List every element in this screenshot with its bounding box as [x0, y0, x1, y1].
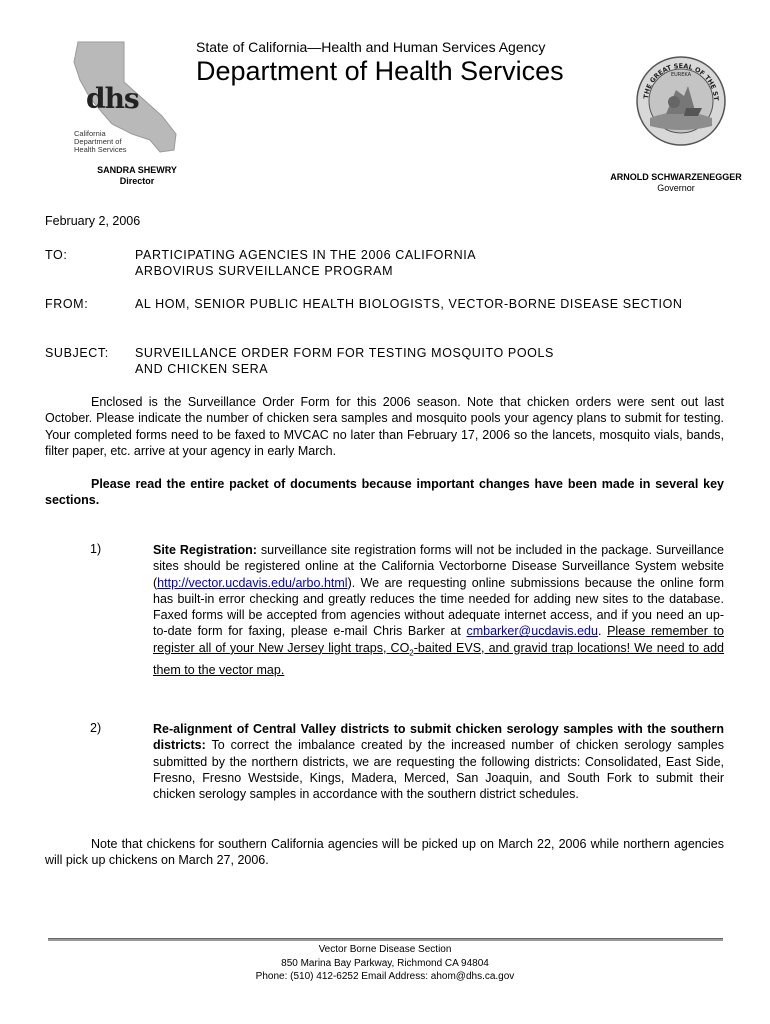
- seal-motto: EUREKA: [670, 72, 692, 78]
- memo-from-label: FROM:: [45, 297, 89, 311]
- logo-caption-line: California: [74, 129, 106, 138]
- item-text: To correct the imbalance created by the increased number of chicken serology samples submitted by the northern districts, we are requesting the following districts: Consolidated, East Side, Fresno, Fresno Westside, Kings, Madera, Merced, San Joaquin, and South Fork to submit their chicken serology samples in accordance with the southern district schedules.: [153, 738, 724, 802]
- dhs-logo: [66, 38, 188, 156]
- state-seal: [636, 56, 726, 146]
- director-block: [78, 165, 196, 187]
- footer-divider: [48, 938, 723, 941]
- item-heading: Re-alignment of Central Valley districts to submit chicken serology samples with the southern districts:: [153, 722, 724, 753]
- reminder-part: Please remember to register all of your New Jersey light traps, CO: [153, 624, 724, 655]
- memo-to-label: TO:: [45, 248, 68, 262]
- memo-from-value: AL HOM, SENIOR PUBLIC HEALTH BIOLOGISTS, VECTOR-BORNE DISEASE SECTION: [135, 297, 683, 311]
- intro-text: Enclosed is the Surveillance Order Form for this 2006 season. Note that chicken orders were sent out last October. Please indicate the number of chicken sera samples and mosquito pools your agency plans to submit for testing. Your completed forms need to be faxed to MVCAC no later than February 17, 2006 so the lancets, mosquito vials, bands, filter paper, etc. arrive at your agency in early March.: [45, 395, 724, 458]
- item-text: .: [597, 624, 608, 639]
- logo-caption-line: Department of: [74, 137, 122, 146]
- realignment-item: [153, 721, 724, 802]
- footer-line: 850 Marina Bay Parkway, Richmond CA 94804: [281, 957, 489, 969]
- item-number: 1): [90, 542, 102, 556]
- email-link[interactable]: cmbarker@ucdavis.edu: [466, 624, 598, 639]
- agency-name: State of California—Health and Human Services Agency: [196, 39, 546, 55]
- seal-icon: [636, 56, 726, 146]
- item-number: 2): [90, 721, 102, 735]
- footer-line: Phone: (510) 412-6252 Email Address: ahom@dhs.ca.gov: [255, 971, 515, 982]
- footer-line: Vector Borne Disease Section: [318, 944, 452, 955]
- governor-block: [596, 172, 756, 194]
- memo-subject-value: SURVEILLANCE ORDER FORM FOR TESTING MOSQUITO POOLS AND CHICKEN SERA: [135, 346, 554, 376]
- reminder-subscript: 2: [409, 648, 414, 658]
- reminder-part: -baited EVS, and gravid trap locations! We need to add them to the vector map.: [153, 640, 724, 677]
- memo-to-value: PARTICIPATING AGENCIES IN THE 2006 CALIFORNIA ARBOVIRUS SURVEILLANCE PROGRAM: [135, 248, 476, 278]
- logo-letters: dhs: [86, 82, 139, 115]
- item-text: surveillance site registration forms will not be included in the package. Surveillance sites should be registered online at the California Vectorborne Disease Surveillance System website (: [153, 543, 724, 590]
- memo-date: February 2, 2006: [45, 214, 141, 228]
- governor-title: Governor: [657, 183, 695, 193]
- logo-caption: [74, 130, 127, 154]
- site-registration-item: [153, 542, 724, 678]
- item-text: ). We are requesting online submissions because the online form has built-in error checking and greatly reduces the time needed for adding new sites to the database. Faxed forms will be accepted from agencies without adequate internet access, and if you need an up-to-date form for faxing, please e-mail Chris Barker at: [153, 575, 724, 639]
- seal-text: THE GREAT SEAL OF THE ST: [642, 61, 721, 101]
- department-title: Department of Health Services: [196, 56, 564, 86]
- intro-paragraph: [45, 394, 724, 459]
- arbo-website-link[interactable]: http://vector.ucdavis.edu/arbo.html: [157, 575, 348, 590]
- notice-paragraph: [45, 476, 724, 509]
- director-title: Director: [119, 176, 155, 186]
- item-heading: Site Registration:: [153, 543, 257, 557]
- governor-name: ARNOLD SCHWARZENEGGER: [610, 172, 742, 182]
- closing-paragraph: [45, 836, 724, 869]
- memo-subject-label: SUBJECT:: [45, 346, 109, 360]
- closing-text: Note that chickens for southern California agencies will be picked up on March 22, 2006 while northern agencies will pick up chickens on March 27, 2006.: [45, 837, 724, 868]
- director-name: SANDRA SHEWRY: [97, 165, 177, 175]
- logo-caption-line: Health Services: [74, 145, 127, 154]
- notice-text: Please read the entire packet of documents because important changes have been made in several key sections.: [45, 477, 724, 508]
- footer: [0, 943, 770, 984]
